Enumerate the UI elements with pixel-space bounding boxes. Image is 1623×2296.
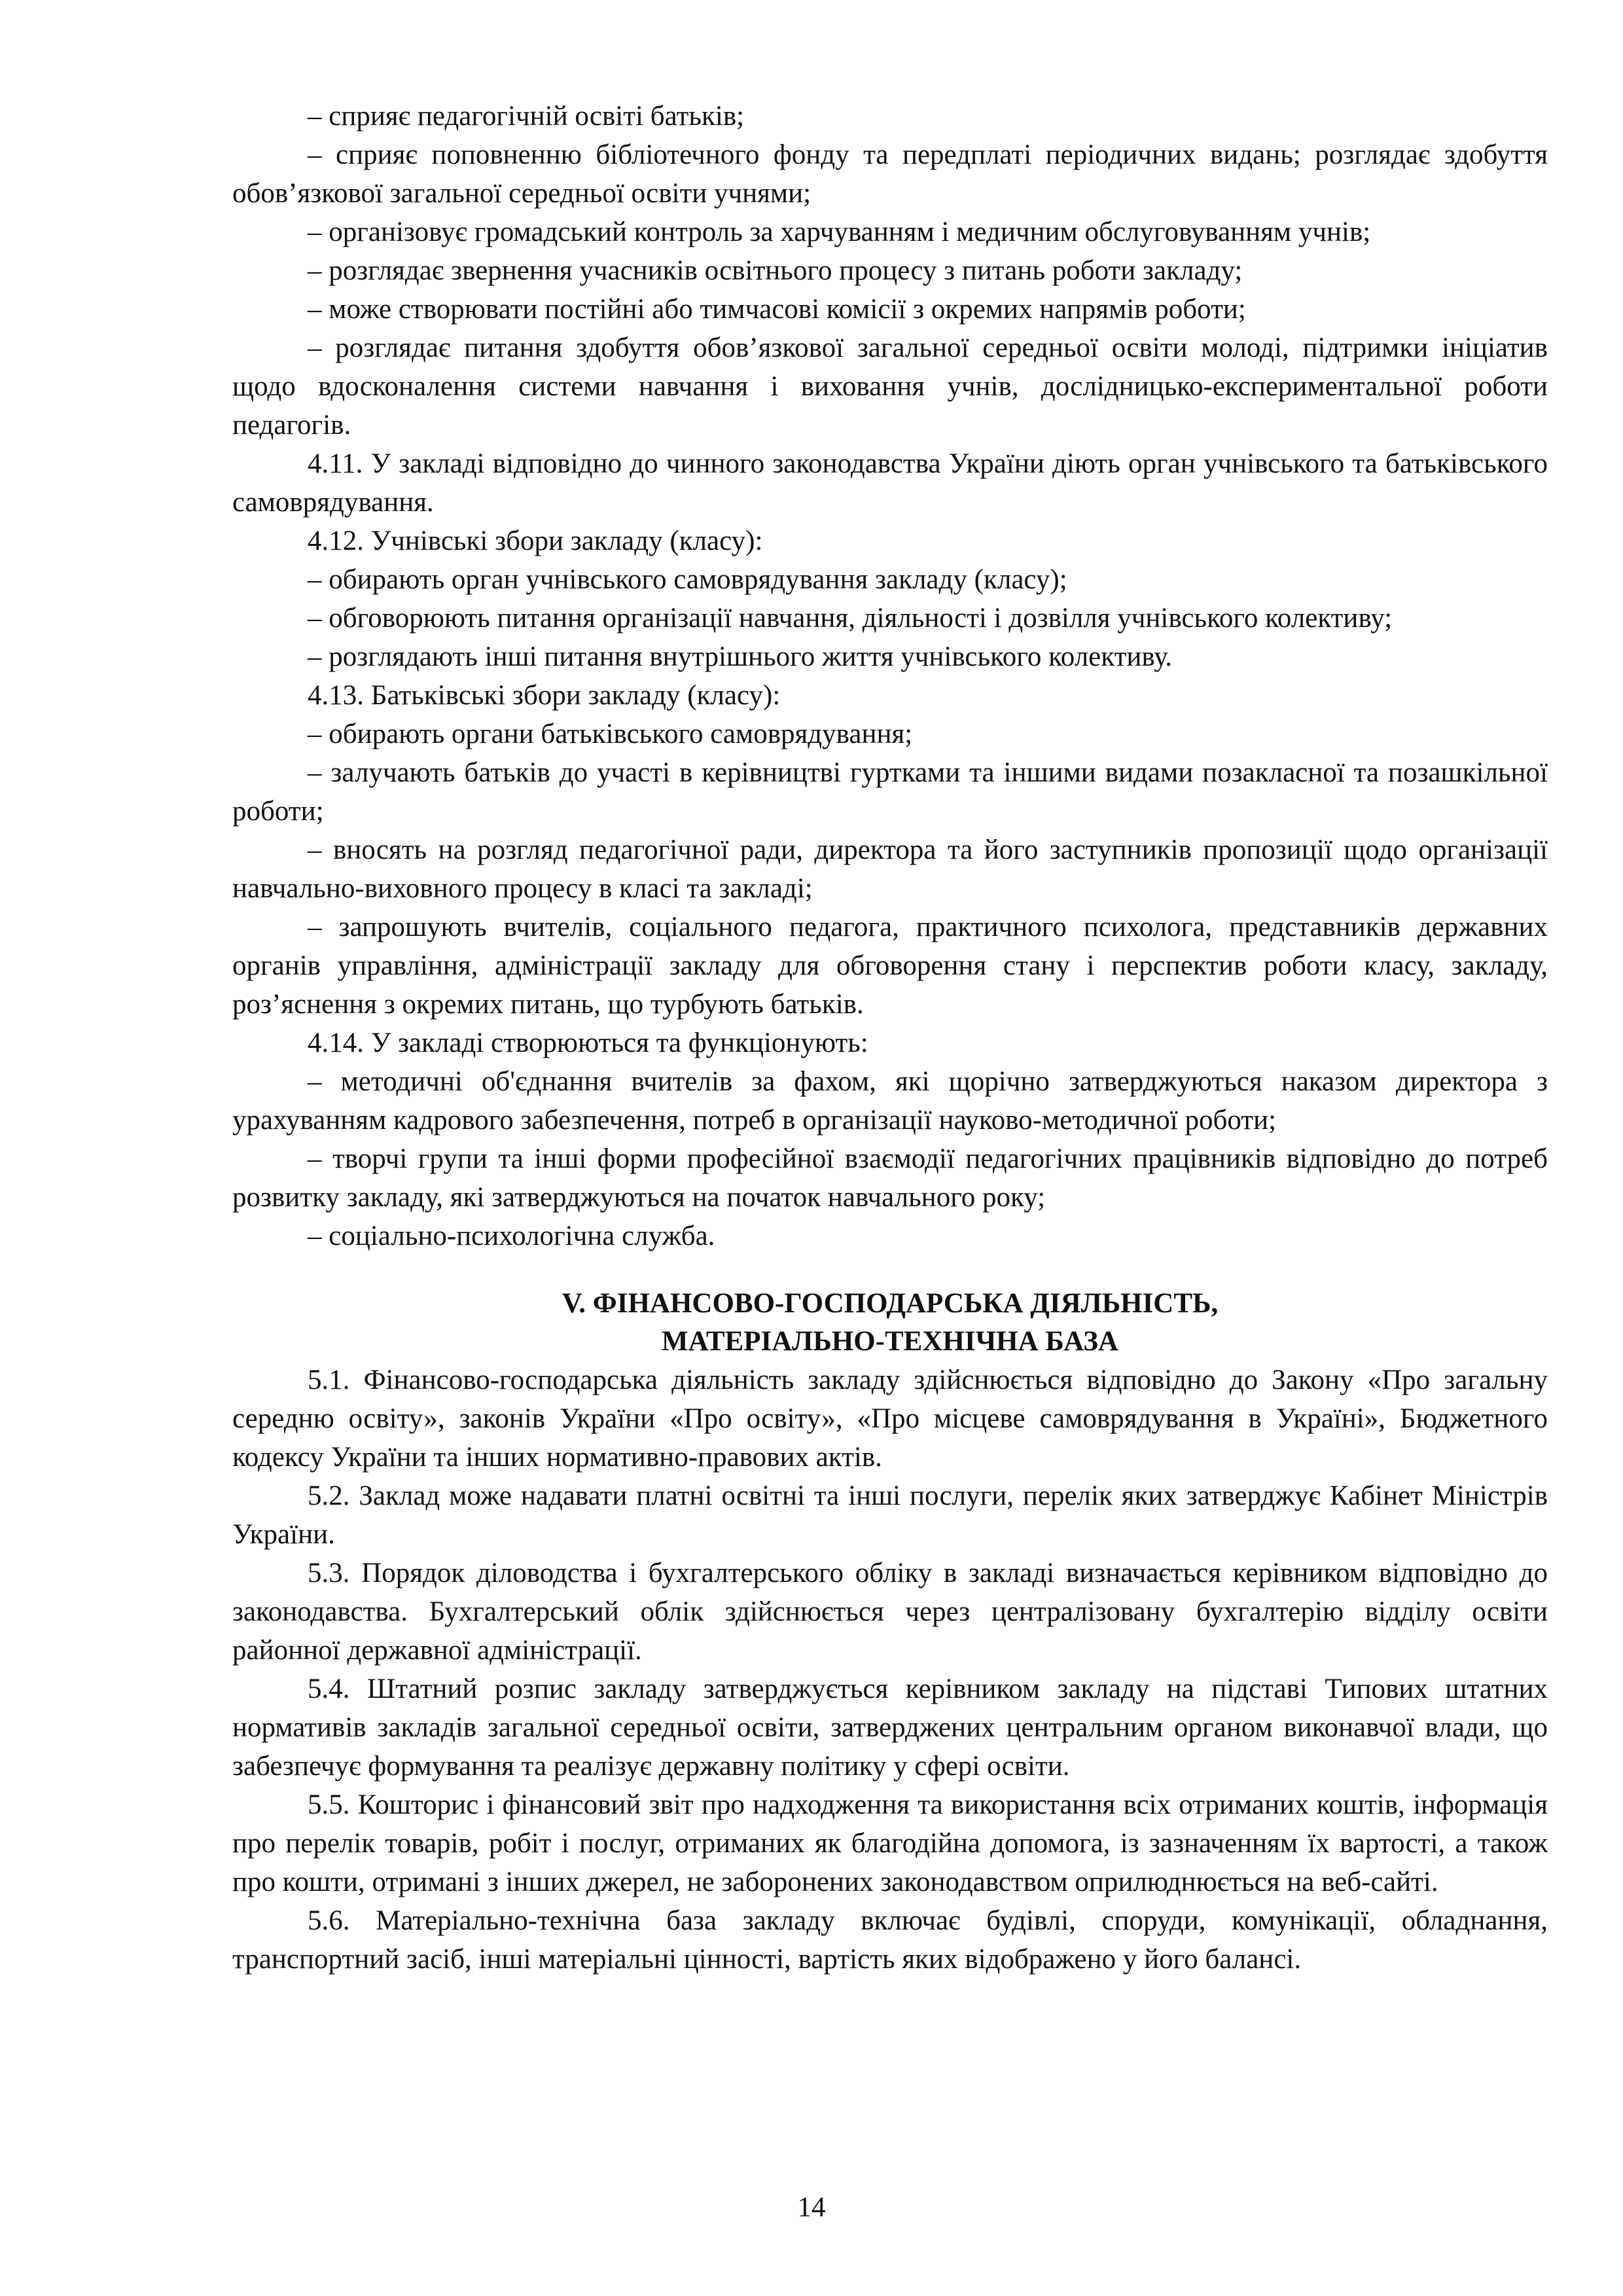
list-item: – творчі групи та інші форми професійної взаємодії педагогічних працівників відповідно до потреб розвитку закладу, які затверджуються на початок навчального року; xyxy=(232,1143,1548,1213)
clause-4-13: 4.13. Батьківські збори закладу (класу): xyxy=(308,680,781,711)
list-item: – соціально-психологічна служба. xyxy=(308,1221,715,1251)
list-item: – може створювати постійні або тимчасові комісії з окремих напрямів роботи; xyxy=(308,294,1246,325)
list-item: – обговорюють питання організації навчання, діяльності і дозвілля учнівського колективу; xyxy=(308,603,1393,634)
clause-5-4: 5.4. Штатний розпис закладу затверджується керівником закладу на підставі Типових штатних нормативів закладів загальної середньої освіти, затверджених центральним органом виконавчої влади, що забезпечує формування та реалізує державну політику у сфері освіти. xyxy=(232,1674,1548,1782)
clause-5-1: 5.1. Фінансово-господарська діяльність закладу здійснюється відповідно до Закону «Про загальну середню освіту», законів України «Про освіту», «Про місцеве самоврядування в Україні», Бюджетного кодексу України та інших нормативно-правових актів. xyxy=(232,1365,1548,1473)
clause-5-3: 5.3. Порядок діловодства і бухгалтерського обліку в закладі визначається керівником відповідно до законодавства. Бухгалтерський облік здійснюється через централізовану бухгалтерію відділу освіти районної державної адміністрації. xyxy=(232,1558,1548,1666)
section-heading-line-1: V. ФІНАНСОВО-ГОСПОДАРСЬКА ДІЯЛЬНІСТЬ, xyxy=(562,1288,1219,1319)
list-item: – розглядає звернення учасників освітнього процесу з питань роботи закладу; xyxy=(308,255,1243,286)
list-item: – обирають орган учнівського самоврядування закладу (класу); xyxy=(308,564,1067,595)
list-item: – сприяє поповненню бібліотечного фонду та передплаті періодичних видань; розглядає здобуття обов’язкової загальної середньої освіти учнями; xyxy=(232,139,1548,209)
section-heading-line-2: МАТЕРІАЛЬНО-ТЕХНІЧНА БАЗА xyxy=(662,1326,1118,1357)
list-item: – розглядає питання здобуття обов’язкової загальної середньої освіти молоді, підтримки ініціатив щодо вдосконалення системи навчання і виховання учнів, дослідницько-експериментальної роботи педагогів. xyxy=(232,332,1548,440)
clause-5-6: 5.6. Матеріально-технічна база закладу включає будівлі, споруди, комунікації, обладнання, транспортний засіб, інші матеріальні цінності, вартість яких відображено у його балансі. xyxy=(232,1905,1548,1975)
section-heading xyxy=(232,1285,1548,1361)
section-4-list xyxy=(232,97,1548,1255)
clause-5-5: 5.5. Кошторис і фінансовий звіт про надходження та використання всіх отриманих коштів, інформація про перелік товарів, робіт і послуг, отриманих як благодійна допомога, із зазначенням їх вартості, а також про кошти, отримані з інших джерел, не заборонених законодавством оприлюднюється на веб-сайті. xyxy=(232,1789,1548,1897)
list-item: – розглядають інші питання внутрішнього життя учнівського колективу. xyxy=(308,641,1173,672)
clause-5-2: 5.2. Заклад може надавати платні освітні та інші послуги, перелік яких затверджує Кабінет Міністрів України. xyxy=(232,1480,1548,1550)
list-item: – запрошують вчителів, соціального педагога, практичного психолога, представників державних органів управління, адміністрації закладу для обговорення стану і перспектив роботи класу, закладу, роз’яснення з окремих питань, що турбують батьків. xyxy=(232,912,1548,1020)
list-item: – організовує громадський контроль за харчуванням і медичним обслуговуванням учнів; xyxy=(308,217,1371,247)
clause-4-12: 4.12. Учнівські збори закладу (класу): xyxy=(308,526,763,556)
list-item: – обирають органи батьківського самоврядування; xyxy=(308,719,913,749)
list-item: – методичні об'єднання вчителів за фахом, які щорічно затверджуються наказом директора з урахуванням кадрового забезпечення, потреб в організації науково-методичної роботи; xyxy=(232,1066,1548,1136)
document-page xyxy=(232,97,1548,1979)
list-item: – залучають батьків до участі в керівництві гуртками та іншими видами позакласної та позашкільної роботи; xyxy=(232,757,1548,827)
clause-4-14: 4.14. У закладі створюються та функціонують: xyxy=(308,1028,868,1058)
page-number: 14 xyxy=(797,2192,826,2223)
list-item: – сприяє педагогічній освіті батьків; xyxy=(308,101,745,132)
section-5-clauses xyxy=(232,1361,1548,1979)
list-item: – вносять на розгляд педагогічної ради, директора та його заступників пропозиції щодо організації навчально-виховного процесу в класі та закладі; xyxy=(232,834,1548,904)
clause-4-11: 4.11. У закладі відповідно до чинного законодавства України діють орган учнівського та батьківського самоврядування. xyxy=(232,448,1548,518)
